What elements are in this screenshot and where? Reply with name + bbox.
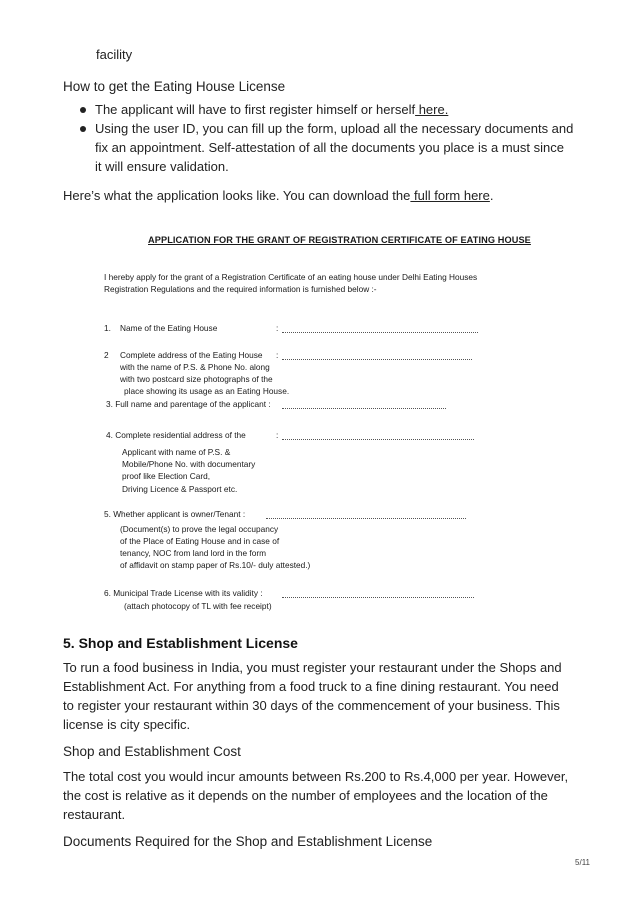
paragraph-line: Establishment Act. For anything from a food truck to a fine dining restaurant. You need — [63, 679, 559, 694]
bullet-text: The applicant will have to first register himself or herself — [95, 102, 416, 117]
shop-establishment-heading: 5. Shop and Establishment License — [63, 635, 298, 651]
form-fill-line — [282, 332, 478, 333]
full-form-link[interactable]: full form here — [410, 188, 490, 203]
application-form-image — [96, 228, 531, 618]
form-colon: : — [276, 430, 279, 440]
form-item-line: (Document(s) to prove the legal occupancy — [120, 524, 279, 534]
paragraph-line: license is city specific. — [63, 717, 191, 732]
form-item-line: Driving Licence & Passport etc. — [122, 484, 238, 494]
form-item-line: (attach photocopy of TL with fee receipt) — [124, 601, 272, 611]
form-fill-line — [282, 408, 446, 409]
form-item-label: Name of the Eating House — [120, 323, 218, 333]
form-item-line: Mobile/Phone No. with documentary — [122, 459, 256, 469]
download-text: Here’s what the application looks like. You can download the — [63, 188, 411, 203]
form-fill-line — [282, 359, 472, 360]
form-intro-line: I hereby apply for the grant of a Registration Certificate of an eating house under Delhi Eating Houses — [104, 272, 478, 282]
how-to-heading: How to get the Eating House License — [63, 79, 286, 94]
paragraph-line: To run a food business in India, you must register your restaurant under the Shops and — [63, 660, 562, 675]
bullet-text-line: fix an appointment. Self-attestation of all the documents you place is a must since — [95, 140, 564, 155]
form-item-number: 2 — [104, 350, 109, 360]
download-sentence — [63, 186, 494, 205]
cost-heading: Shop and Establishment Cost — [63, 744, 241, 759]
bullet-text-line: Using the user ID, you can fill up the form, upload all the necessary documents and — [95, 121, 574, 136]
form-item-line: with the name of P.S. & Phone No. along — [120, 362, 270, 372]
documents-heading: Documents Required for the Shop and Establishment License — [63, 834, 433, 849]
list-item — [75, 100, 573, 119]
form-item-label: 4. Complete residential address of the — [106, 430, 246, 440]
form-intro-line: Registration Regulations and the required information is furnished below :- — [104, 284, 377, 294]
form-item-line: of affidavit on stamp paper of Rs.10/- duly attested.) — [120, 560, 311, 570]
paragraph-line: the cost is relative as it depends on the number of employees and the location of the — [63, 788, 548, 803]
top-fragment-text: facility — [96, 47, 133, 62]
cost-paragraph — [63, 767, 583, 824]
form-item-label: 3. Full name and parentage of the applicant : — [106, 399, 271, 409]
download-period: . — [489, 188, 494, 203]
form-fill-line — [282, 439, 474, 440]
paragraph-line: The total cost you would incur amounts between Rs.200 to Rs.4,000 per year. However, — [63, 769, 569, 784]
form-item-line: tenancy, NOC from land lord in the form — [120, 548, 267, 558]
form-item-line: Applicant with name of P.S. & — [122, 447, 231, 457]
form-item-label: Complete address of the Eating House — [120, 350, 263, 360]
register-here-link[interactable]: here. — [415, 102, 449, 117]
page-number: 5/11 — [575, 858, 590, 867]
form-item-line: with two postcard size photographs of the — [120, 374, 273, 384]
form-item-line: of the Place of Eating House and in case of — [120, 536, 280, 546]
form-fill-line — [266, 518, 466, 519]
how-to-bullet-list — [75, 100, 573, 176]
bullet-text-line: it will ensure validation. — [95, 159, 229, 174]
list-item — [75, 119, 573, 176]
form-colon: : — [276, 323, 279, 333]
form-fill-line — [282, 597, 474, 598]
shop-establishment-paragraph — [63, 658, 583, 734]
form-item-label: 5. Whether applicant is owner/Tenant : — [104, 509, 246, 519]
form-title: APPLICATION FOR THE GRANT OF REGISTRATION CERTIFICATE OF EATING HOUSE — [148, 235, 531, 245]
paragraph-line: to register your restaurant within 30 days of the commencement of your business. This — [63, 698, 560, 713]
form-colon: : — [276, 350, 279, 360]
form-item-label: 6. Municipal Trade License with its validity : — [104, 588, 263, 598]
paragraph-line: restaurant. — [63, 807, 126, 822]
form-item-number: 1. — [104, 323, 111, 333]
form-item-line: proof like Election Card, — [122, 471, 211, 481]
form-item-line: place showing its usage as an Eating House. — [124, 386, 290, 396]
